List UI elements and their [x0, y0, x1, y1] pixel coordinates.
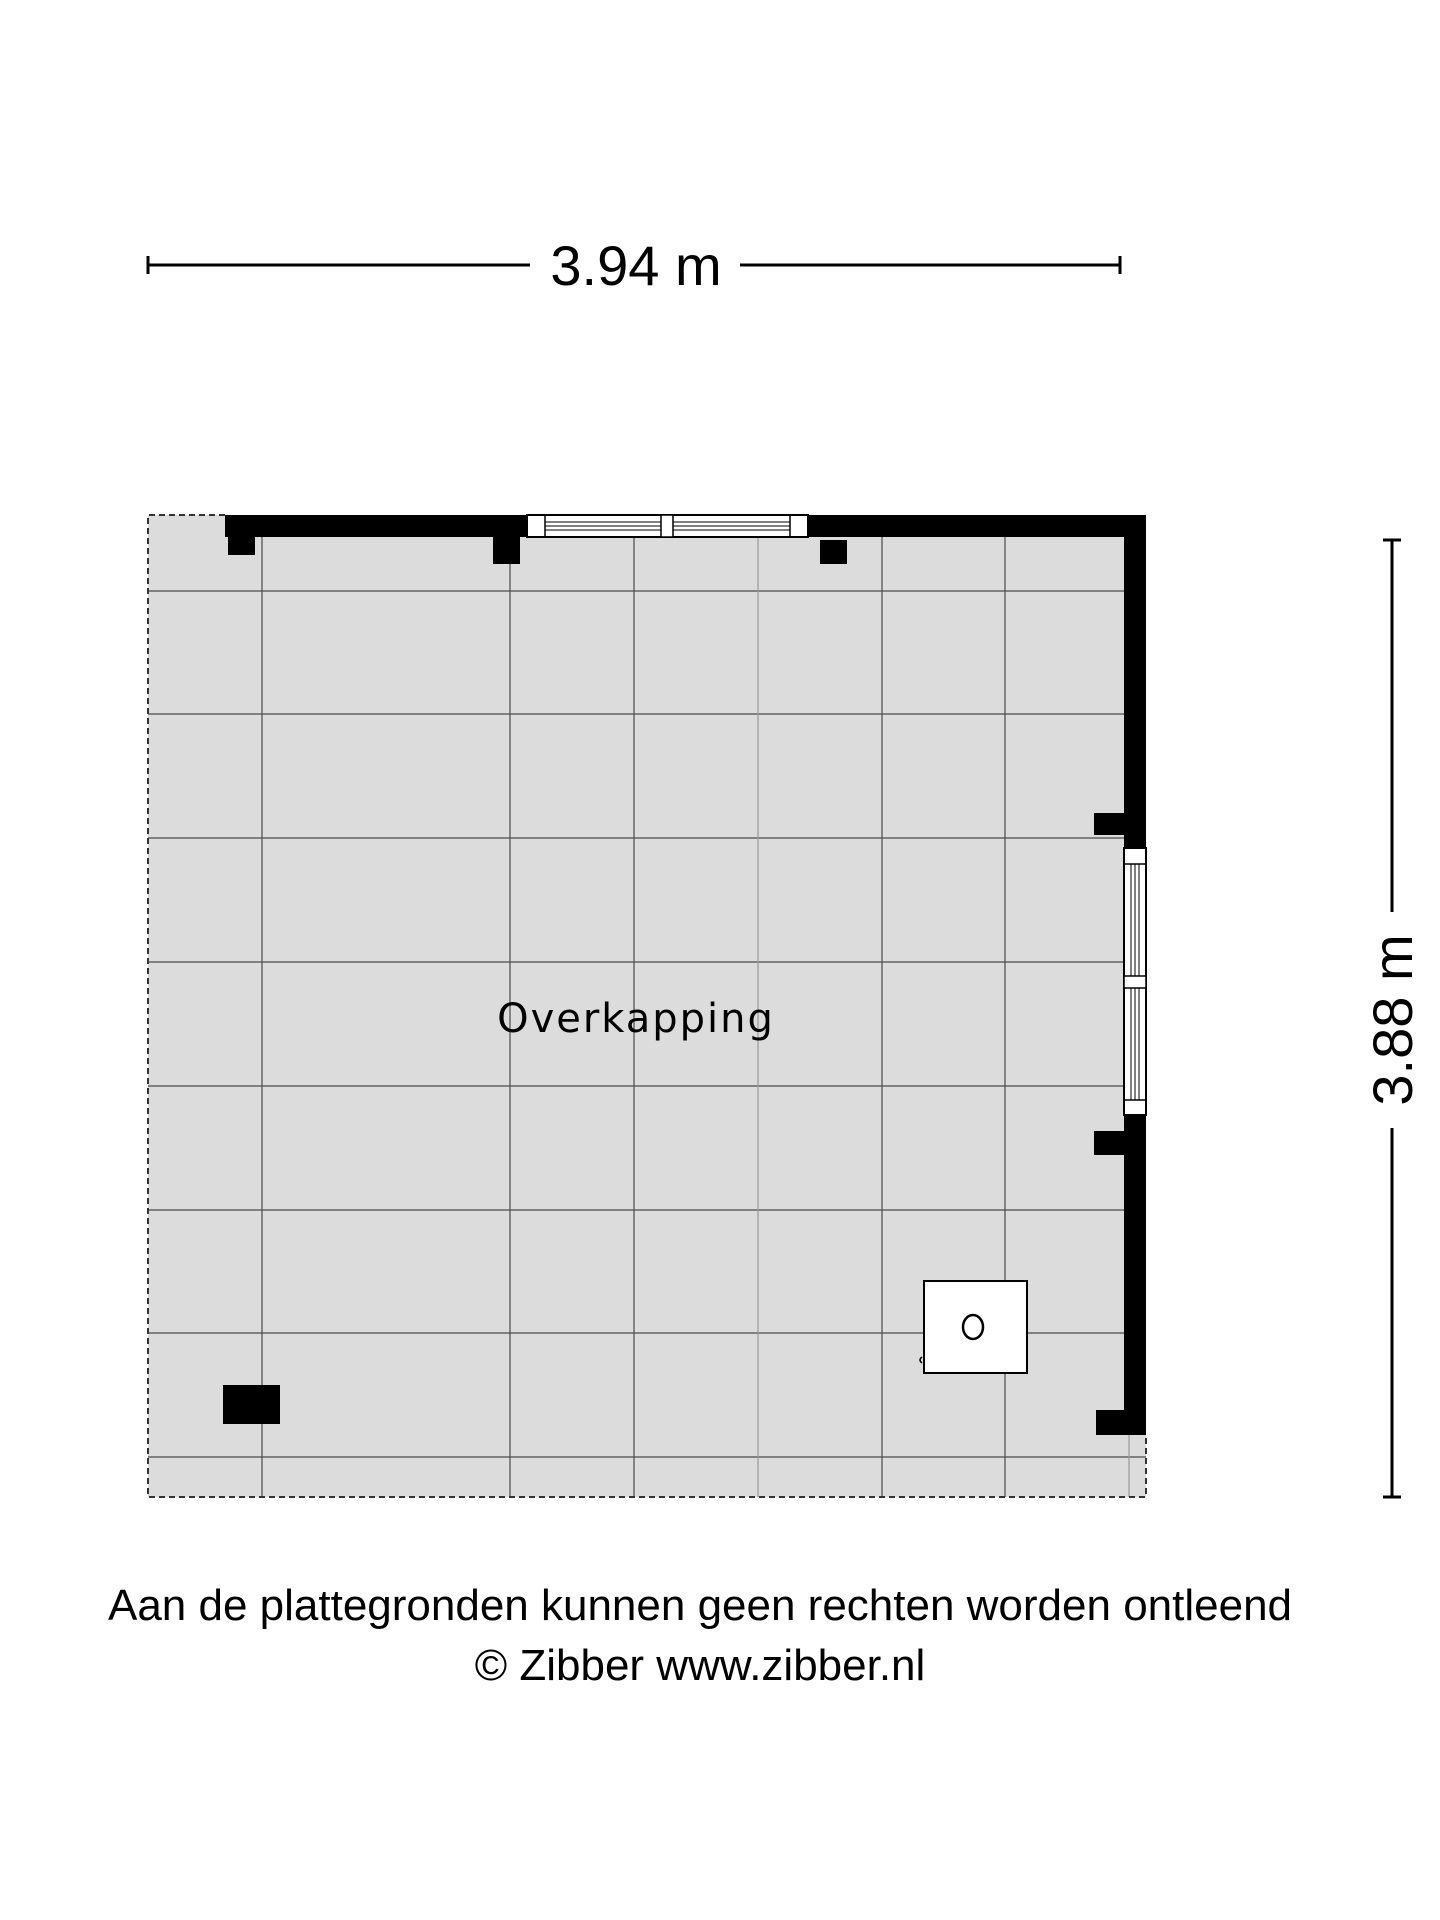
width-dimension: [148, 234, 1120, 297]
post: [820, 540, 847, 564]
wall-right-lower: [1124, 1115, 1146, 1435]
post: [223, 1385, 280, 1424]
post: [1096, 1410, 1124, 1435]
wall-top-left: [225, 515, 527, 537]
post: [228, 537, 255, 555]
post: [493, 537, 520, 564]
copyright-text: © Zibber www.zibber.nl: [474, 1641, 926, 1690]
wall-top-right: [808, 515, 1146, 537]
height-dimension-label: 3.88 m: [1361, 934, 1424, 1106]
disclaimer-text: Aan de plattegronden kunnen geen rechten worden ontleend: [107, 1581, 1293, 1630]
post: [1094, 1131, 1124, 1155]
width-dimension-label: 3.94 m: [550, 234, 722, 297]
wall-right-upper: [1124, 515, 1146, 848]
room-label: Overkapping: [497, 996, 775, 1042]
sink-fixture: [920, 1281, 1027, 1373]
window-right: [1124, 848, 1146, 1115]
height-dimension: [1361, 540, 1424, 1497]
post: [1094, 813, 1124, 835]
window-top: [527, 515, 808, 537]
